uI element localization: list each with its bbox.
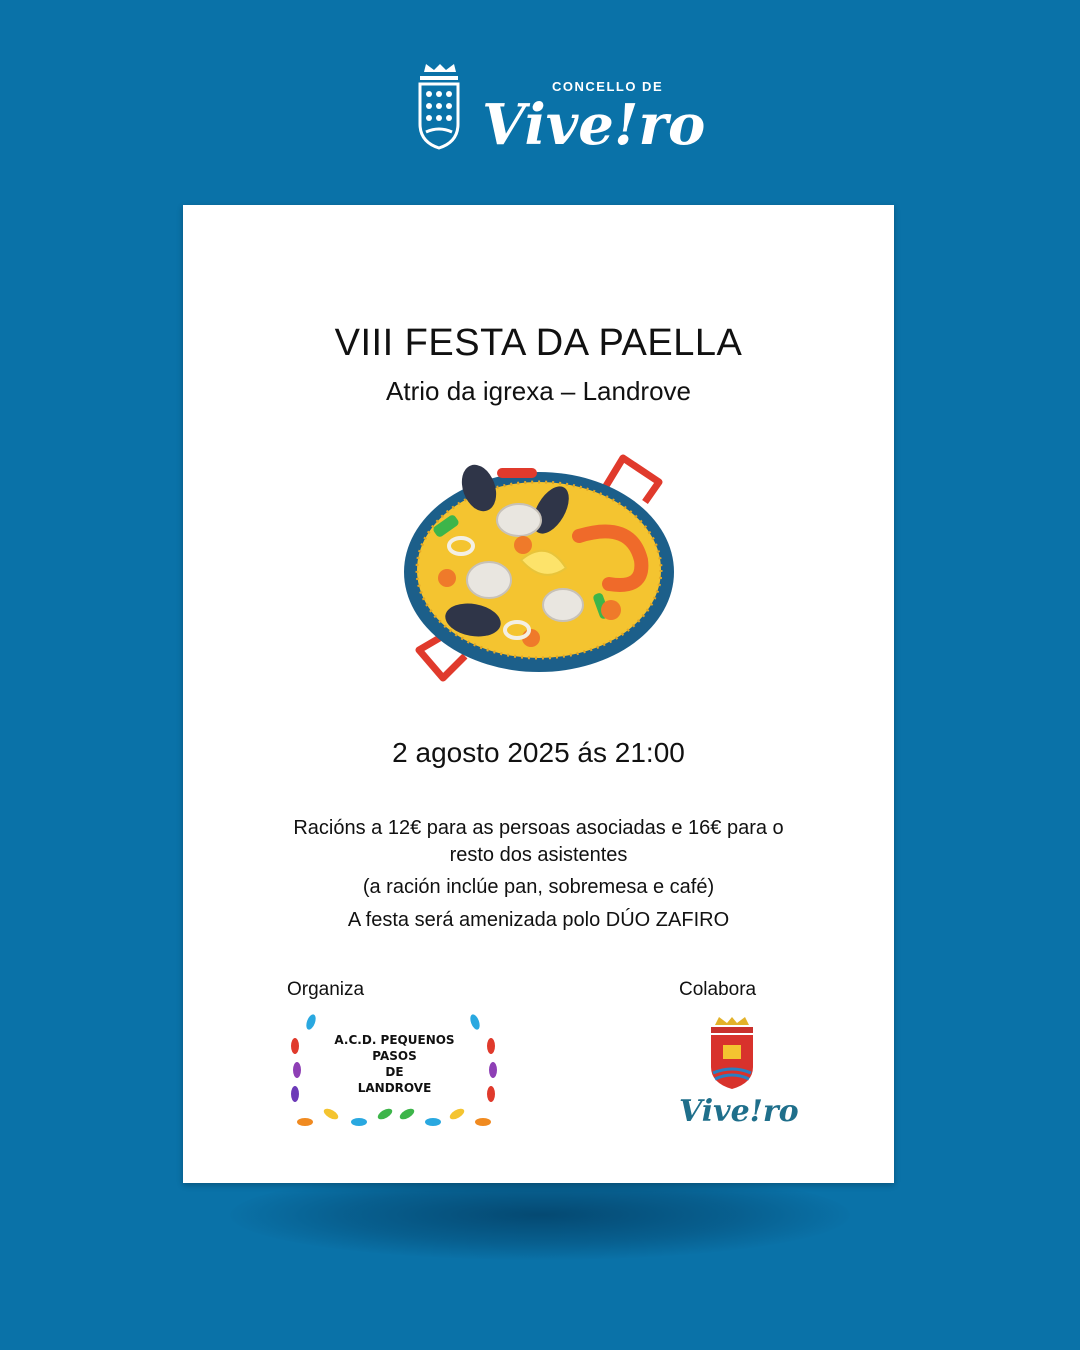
organizer-logo (287, 1010, 502, 1135)
collaborator-logo (677, 1015, 799, 1135)
organizer-line-4: LANDROVE (357, 1081, 432, 1095)
organizer-line-2: PASOS (372, 1049, 417, 1063)
header-logo (414, 62, 706, 162)
price-line-1: Racións a 12€ para as persoas asociadas e 16€ para o (293, 817, 784, 839)
event-date: 2 agosto 2025 ás 21:00 (392, 737, 685, 768)
event-location: Atrio da igrexa – Landrove (386, 376, 691, 406)
coat-of-arms-icon (420, 64, 458, 148)
organiza-label: Organiza (287, 979, 365, 1000)
includes-note: (a ración inclúe pan, sobremesa e café) (362, 876, 715, 898)
music-info: A festa será amenizada polo DÚO ZAFIRO (347, 909, 730, 931)
poster-shadow (230, 1170, 850, 1260)
price-line-2: resto dos asistentes (449, 844, 628, 866)
organizer-line-3: DE (385, 1065, 404, 1079)
event-poster (183, 205, 894, 1183)
brand-large-text: Vive!ro (482, 92, 706, 158)
shield-icon (711, 1017, 753, 1089)
paella-illustration (401, 450, 676, 690)
brand-small-text: CONCELLO DE (552, 79, 664, 94)
organizer-name (317, 1032, 472, 1096)
price-info (183, 815, 894, 869)
collaborator-brand: Vive!ro (679, 1094, 799, 1129)
event-title: VIII FESTA DA PAELLA (334, 322, 743, 364)
colabora-label: Colabora (679, 979, 757, 1000)
organizer-line-1: A.C.D. PEQUENOS (334, 1033, 455, 1047)
